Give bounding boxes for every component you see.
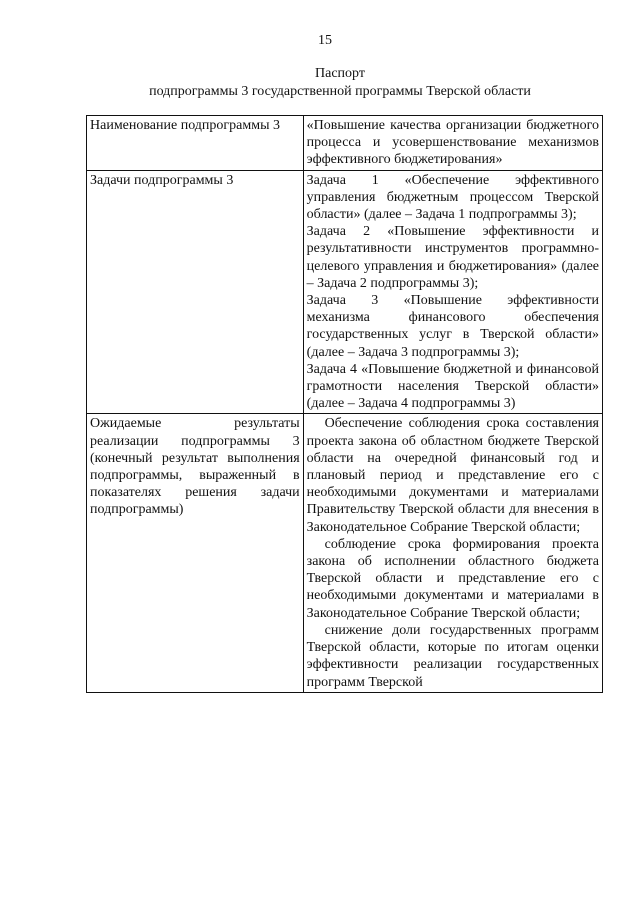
table-row [87,116,603,171]
content-paragraph: соблюдение срока формирования проекта закона об исполнении областного бюджета Тверской области и представление его с необходимыми документами и материалами в Законодательное Собрание Тверской области; [306,536,599,621]
content-paragraph: снижение доли государственных программ Тверской области, которые по итогам оценки эффективности реализации государственных программ Тверской [306,622,599,690]
content-paragraph: Задача 2 «Повышение эффективности и результативности инструментов программно-целевого управления и бюджетирования» (далее – Задача 2 подпрограммы 3); [306,224,599,291]
document-title [0,65,640,101]
content-paragraph: Обеспечение соблюдения срока составления проекта закона об областном бюджете Тверской области на очередной финансовый год и плановый период и представление его с необходимыми документами и материалами Правительству Тверской области для внесения в Законодательное Собрание Тверской области; [306,416,599,535]
row-content [303,170,602,414]
row-label: Задачи подпрограммы 3 [87,170,304,414]
row-content [303,116,602,171]
row-content [303,414,602,692]
row-label: Ожидаемые результаты реализации подпрограммы 3 (конечный результат выполнения подпрограммы, выраженный в показателях решения задачи подпрограммы) [87,414,304,692]
title-line-1: Паспорт [315,66,365,81]
passport-table [86,115,603,693]
content-paragraph: Задача 4 «Повышение бюджетной и финансовой грамотности населения Тверской области» (далее – Задача 4 подпрограммы 3) [306,361,599,412]
content-paragraph: Задача 1 «Обеспечение эффективного управления бюджетным процессом Тверской области» (далее – Задача 1 подпрограммы 3); [306,172,599,223]
table-row [87,414,603,692]
title-line-2: подпрограммы 3 государственной программы Тверской области [149,84,531,99]
table-row [87,170,603,414]
content-paragraph: «Повышение качества организации бюджетного процесса и усовершенствование механизмов эффективного бюджетирования» [306,118,599,168]
page-number: 15 [318,33,332,48]
row-label: Наименование подпрограммы 3 [87,116,304,171]
content-paragraph: Задача 3 «Повышение эффективности механизма финансового обеспечения государственных услуг в Тверской области» (далее – Задача 3 подпрограммы 3); [306,293,599,360]
